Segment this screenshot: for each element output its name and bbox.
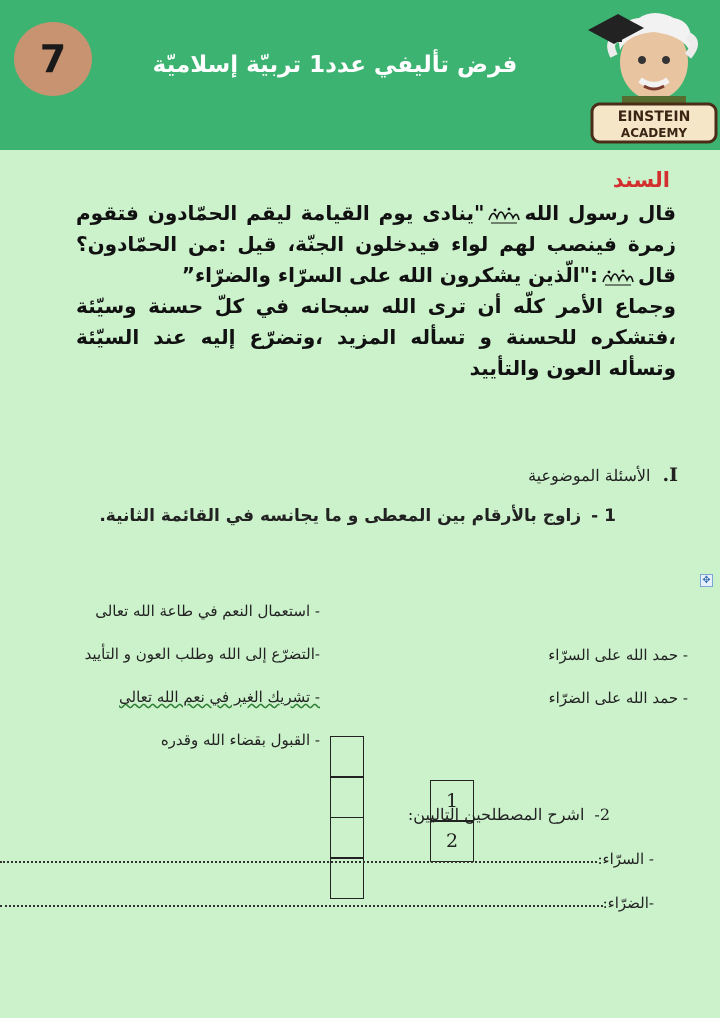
question-2-number: 2-	[594, 805, 610, 824]
exam-number-badge: 7	[14, 22, 92, 96]
question-1	[99, 506, 616, 526]
passage-paragraph-2: وجماع الأمر كلّه أن ترى الله سبحانه في كلّ حسنة وسيّئة ،فتشكره للحسنة و تسأله المزيد ،وتضرّع إليه عند السيّئة وتسأله العون والتأييد	[76, 294, 676, 380]
passage-text-1b: "ينادى يوم القيامة ليقم الحمّادون فتقوم زمرة فينصب لهم لواء فيدخلون الجنّة، قيل :من الحمّادون؟قال	[76, 201, 676, 287]
exam-title: فرض تأليفي عدد1 تربيّة إسلاميّة	[152, 52, 518, 78]
answer-line-darraa	[0, 888, 654, 912]
passage-text-1a: قال رسول الله	[524, 201, 676, 225]
table-move-handle-icon[interactable]: ✥	[700, 574, 713, 587]
matching-right-list	[20, 590, 320, 762]
number-box-1: 1	[430, 780, 474, 822]
answer-box-column	[330, 737, 364, 899]
right-list-item-text: -التضرّع إلى الله وطلب العون و التأييد	[84, 645, 320, 663]
right-list-item-text: - تشريك الغير في نعم الله تعالى	[119, 688, 320, 706]
section-roman-numeral: I.	[662, 464, 678, 486]
question-2	[408, 805, 610, 824]
term-label: -الضرّاء:	[602, 894, 654, 912]
section-title: الأسئلة الموضوعية	[528, 466, 651, 485]
passage-paragraph-1	[76, 198, 676, 291]
right-list-item: - القبول بقضاء الله وقدره	[160, 731, 320, 749]
pbuh-calligraphy-icon	[487, 204, 521, 226]
matching-left-list	[488, 634, 688, 720]
sanad-label: السند	[612, 168, 670, 192]
dotted-answer-line[interactable]	[0, 861, 597, 863]
left-list-item: - حمد الله على الضرّاء	[548, 689, 688, 707]
term-label: - السرّاء:	[597, 850, 654, 868]
right-list-item	[20, 633, 320, 676]
section-heading	[528, 464, 678, 486]
left-list-item: - حمد الله على السرّاء	[548, 646, 688, 664]
question-1-number: 1 -	[591, 506, 616, 526]
question-2-text: اشرح المصطلحين التاليين:	[407, 805, 585, 824]
answer-line-sarraa	[0, 844, 654, 868]
number-box-2: 2	[430, 820, 474, 862]
logo-text-einstein: EINSTEIN	[617, 109, 691, 125]
dotted-answer-line[interactable]	[0, 905, 603, 907]
pbuh-calligraphy-icon	[601, 266, 635, 288]
question-1-text: زاوج بالأرقام بين المعطى و ما يجانسه في القائمة الثانية.	[99, 506, 582, 526]
sanad-passage	[76, 198, 676, 384]
header-banner	[0, 0, 720, 150]
logo-text-academy: ACADEMY	[620, 126, 688, 140]
passage-text-1c: :"الّذين يشكرون الله على السرّاء والضرّاء”	[181, 263, 599, 287]
right-list-item	[20, 676, 320, 719]
einstein-academy-logo	[584, 0, 720, 150]
exam-content	[0, 150, 720, 1018]
answer-box[interactable]	[330, 776, 364, 818]
answer-box[interactable]	[330, 736, 364, 778]
right-list-item: - استعمال النعم في طاعة الله تعالى	[95, 602, 320, 620]
